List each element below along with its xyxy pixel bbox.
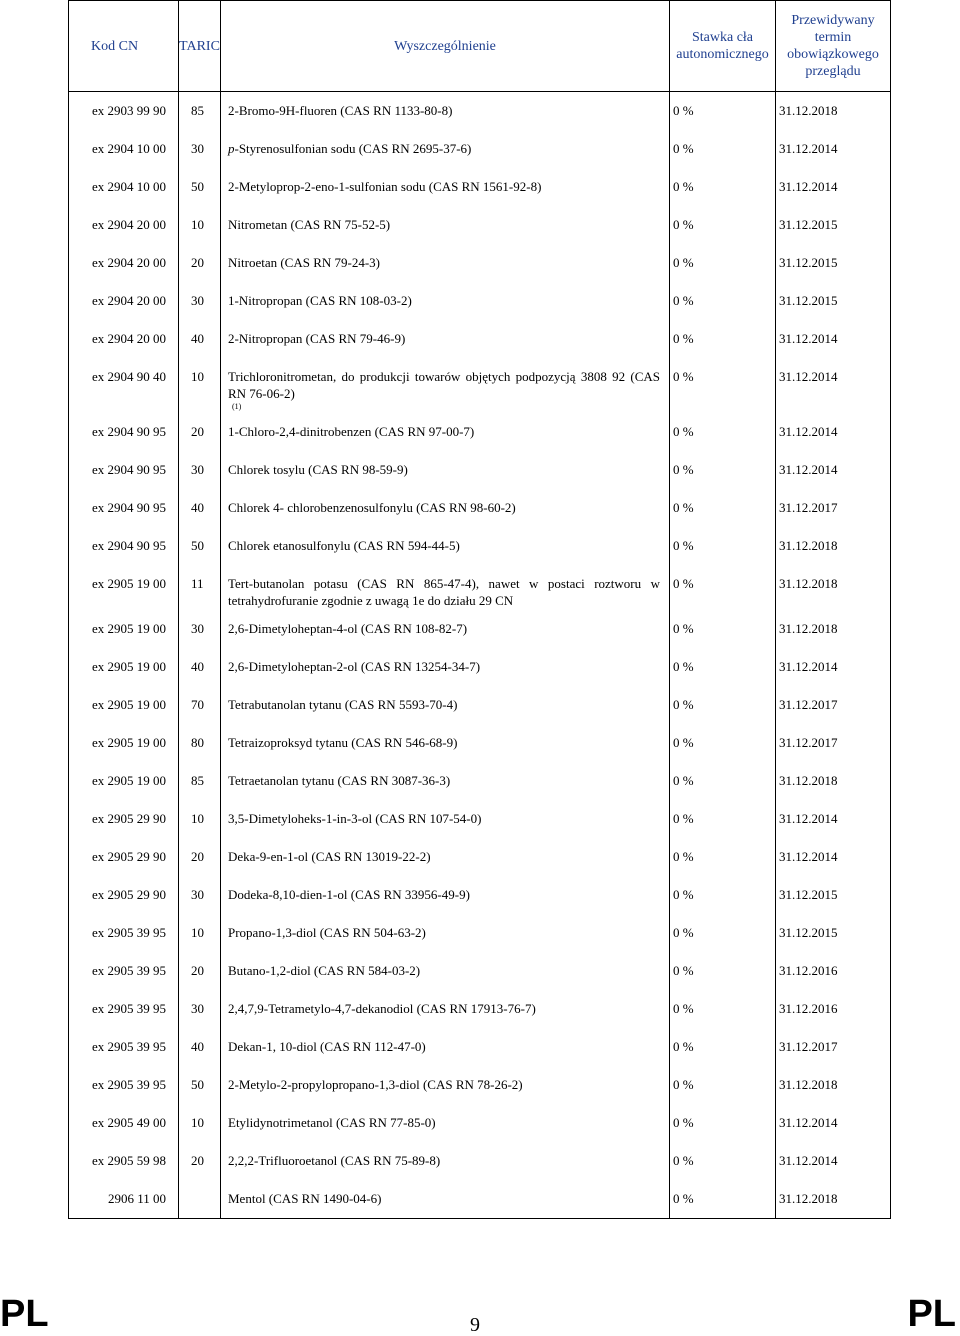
cell-kod-cn: ex 2905 39 95 <box>69 914 179 952</box>
cell-duty-rate: 0 % <box>670 1104 776 1142</box>
cell-review-date: 31.12.2018 <box>776 610 891 648</box>
table-row <box>69 952 891 990</box>
table-row <box>69 914 891 952</box>
description-text: Chlorek tosylu (CAS RN 98-59-9) <box>228 462 408 477</box>
cell-kod-cn: ex 2904 90 95 <box>69 527 179 565</box>
cell-taric: 30 <box>179 282 221 320</box>
cell-duty-rate: 0 % <box>670 451 776 489</box>
description-text: Propano-1,3-diol (CAS RN 504-63-2) <box>228 925 426 940</box>
cell-duty-rate: 0 % <box>670 686 776 724</box>
cell-taric: 20 <box>179 1142 221 1180</box>
cell-review-date: 31.12.2014 <box>776 451 891 489</box>
description-text: Tetraizoproksyd tytanu (CAS RN 546-68-9) <box>228 735 458 750</box>
table-row <box>69 489 891 527</box>
cell-review-date: 31.12.2017 <box>776 1028 891 1066</box>
header-kod-cn: Kod CN <box>69 1 179 92</box>
cell-duty-rate: 0 % <box>670 1142 776 1180</box>
cell-review-date: 31.12.2014 <box>776 413 891 451</box>
cell-kod-cn: ex 2905 19 00 <box>69 565 179 610</box>
cell-review-date: 31.12.2014 <box>776 838 891 876</box>
cell-kod-cn: ex 2904 20 00 <box>69 206 179 244</box>
cell-review-date: 31.12.2014 <box>776 320 891 358</box>
cell-taric: 10 <box>179 358 221 413</box>
cell-taric: 20 <box>179 244 221 282</box>
cell-review-date: 31.12.2016 <box>776 952 891 990</box>
cell-duty-rate: 0 % <box>670 990 776 1028</box>
cell-review-date: 31.12.2014 <box>776 130 891 168</box>
cell-duty-rate: 0 % <box>670 762 776 800</box>
table-row <box>69 92 891 131</box>
cell-taric: 20 <box>179 413 221 451</box>
cell-taric: 11 <box>179 565 221 610</box>
cell-description <box>221 724 670 762</box>
cell-kod-cn: ex 2904 20 00 <box>69 282 179 320</box>
table-body <box>69 92 891 1219</box>
cell-duty-rate: 0 % <box>670 489 776 527</box>
table-row <box>69 168 891 206</box>
cell-description <box>221 1180 670 1219</box>
page-number: 9 <box>470 1314 480 1336</box>
cell-description <box>221 206 670 244</box>
table-row <box>69 451 891 489</box>
cell-duty-rate: 0 % <box>670 130 776 168</box>
cell-duty-rate: 0 % <box>670 914 776 952</box>
description-text: 3,5-Dimetyloheks-1-in-3-ol (CAS RN 107-54-0) <box>228 811 482 826</box>
header-review-date: Przewidywany termin obowiązkowego przeglądu <box>776 1 891 92</box>
table-row <box>69 206 891 244</box>
cell-review-date: 31.12.2018 <box>776 527 891 565</box>
cell-taric: 30 <box>179 130 221 168</box>
table-row <box>69 648 891 686</box>
cell-description <box>221 610 670 648</box>
description-text: 1-Nitropropan (CAS RN 108-03-2) <box>228 293 412 308</box>
cell-description <box>221 451 670 489</box>
cell-review-date: 31.12.2018 <box>776 1180 891 1219</box>
table-row <box>69 1104 891 1142</box>
cell-kod-cn: ex 2905 19 00 <box>69 610 179 648</box>
description-text: 2,6-Dimetyloheptan-4-ol (CAS RN 108-82-7) <box>228 621 468 636</box>
cell-taric: 20 <box>179 952 221 990</box>
description-text: Mentol (CAS RN 1490-04-6) <box>228 1191 382 1206</box>
cell-kod-cn: ex 2905 39 95 <box>69 1066 179 1104</box>
table-row <box>69 527 891 565</box>
cell-duty-rate: 0 % <box>670 320 776 358</box>
cell-taric: 30 <box>179 451 221 489</box>
table-row <box>69 1028 891 1066</box>
table-row <box>69 1180 891 1219</box>
cell-kod-cn: ex 2904 10 00 <box>69 168 179 206</box>
footer-lang-right: PL <box>907 1293 956 1335</box>
description-prefix: p <box>228 141 235 156</box>
cell-duty-rate: 0 % <box>670 206 776 244</box>
cell-review-date: 31.12.2015 <box>776 876 891 914</box>
cell-review-date: 31.12.2015 <box>776 914 891 952</box>
cell-description <box>221 282 670 320</box>
description-text: 1-Chloro-2,4-dinitrobenzen (CAS RN 97-00-7) <box>228 424 475 439</box>
cell-taric: 30 <box>179 876 221 914</box>
description-text: Tetrabutanolan tytanu (CAS RN 5593-70-4) <box>228 697 458 712</box>
table-row <box>69 1142 891 1180</box>
description-text: 2-Metyloprop-2-eno-1-sulfonian sodu (CAS RN 1561-92-8) <box>228 179 542 194</box>
cell-taric: 40 <box>179 320 221 358</box>
cell-review-date: 31.12.2014 <box>776 168 891 206</box>
cell-duty-rate: 0 % <box>670 168 776 206</box>
cell-description <box>221 168 670 206</box>
cell-taric: 85 <box>179 762 221 800</box>
cell-review-date: 31.12.2017 <box>776 686 891 724</box>
cell-kod-cn: ex 2904 10 00 <box>69 130 179 168</box>
cell-description <box>221 489 670 527</box>
description-text: 2-Nitropropan (CAS RN 79-46-9) <box>228 331 406 346</box>
cell-description <box>221 1104 670 1142</box>
cell-taric: 10 <box>179 914 221 952</box>
cell-kod-cn: ex 2904 90 95 <box>69 451 179 489</box>
cell-taric <box>179 1180 221 1219</box>
cell-review-date: 31.12.2018 <box>776 565 891 610</box>
cell-taric: 40 <box>179 648 221 686</box>
description-text: Etylidynotrimetanol (CAS RN 77-85-0) <box>228 1115 436 1130</box>
cell-kod-cn: ex 2904 90 95 <box>69 489 179 527</box>
description-text: Nitrometan (CAS RN 75-52-5) <box>228 217 391 232</box>
cell-kod-cn: 2906 11 00 <box>69 1180 179 1219</box>
cell-review-date: 31.12.2015 <box>776 244 891 282</box>
cell-description <box>221 648 670 686</box>
cell-description <box>221 1066 670 1104</box>
cell-duty-rate: 0 % <box>670 1028 776 1066</box>
cell-duty-rate: 0 % <box>670 244 776 282</box>
footer-lang-left: PL <box>0 1293 49 1335</box>
cell-taric: 30 <box>179 990 221 1028</box>
cell-duty-rate: 0 % <box>670 838 776 876</box>
cell-review-date: 31.12.2017 <box>776 724 891 762</box>
cell-kod-cn: ex 2905 19 00 <box>69 648 179 686</box>
description-text: Trichloronitrometan, do produkcji towarów objętych podpozycją 3808 92 (CAS RN 76-06-2) <box>228 369 660 401</box>
cell-taric: 80 <box>179 724 221 762</box>
description-text: 2,2,2-Trifluoroetanol (CAS RN 75-89-8) <box>228 1153 441 1168</box>
cell-duty-rate: 0 % <box>670 1180 776 1219</box>
table-row <box>69 876 891 914</box>
cell-description <box>221 527 670 565</box>
cell-taric: 70 <box>179 686 221 724</box>
cell-taric: 10 <box>179 206 221 244</box>
description-text: Butano-1,2-diol (CAS RN 584-03-2) <box>228 963 421 978</box>
table-row <box>69 762 891 800</box>
table-row <box>69 800 891 838</box>
cell-duty-rate: 0 % <box>670 876 776 914</box>
cell-description <box>221 320 670 358</box>
cell-description <box>221 914 670 952</box>
cell-taric: 30 <box>179 610 221 648</box>
description-text: Deka-9-en-1-ol (CAS RN 13019-22-2) <box>228 849 431 864</box>
cell-kod-cn: ex 2905 39 95 <box>69 1028 179 1066</box>
cell-review-date: 31.12.2016 <box>776 990 891 1028</box>
cell-review-date: 31.12.2015 <box>776 282 891 320</box>
cell-description <box>221 952 670 990</box>
cell-duty-rate: 0 % <box>670 527 776 565</box>
cell-description <box>221 876 670 914</box>
description-text: 2,6-Dimetyloheptan-2-ol (CAS RN 13254-34-7) <box>228 659 481 674</box>
cell-description <box>221 800 670 838</box>
cell-description <box>221 686 670 724</box>
cell-kod-cn: ex 2904 90 95 <box>69 413 179 451</box>
cell-description <box>221 762 670 800</box>
table-row <box>69 990 891 1028</box>
cell-taric: 40 <box>179 1028 221 1066</box>
description-text: 2-Metylo-2-propylopropano-1,3-diol (CAS RN 78-26-2) <box>228 1077 523 1092</box>
header-description: Wyszczególnienie <box>221 1 670 92</box>
cell-review-date: 31.12.2015 <box>776 206 891 244</box>
cell-kod-cn: ex 2905 19 00 <box>69 686 179 724</box>
cell-description <box>221 413 670 451</box>
cell-description <box>221 1142 670 1180</box>
header-taric: TARIC <box>179 1 221 92</box>
table-row <box>69 1066 891 1104</box>
cell-taric: 50 <box>179 527 221 565</box>
cell-duty-rate: 0 % <box>670 358 776 413</box>
cell-duty-rate: 0 % <box>670 92 776 131</box>
table-row <box>69 610 891 648</box>
cell-kod-cn: ex 2905 29 90 <box>69 838 179 876</box>
cell-description <box>221 92 670 131</box>
cell-review-date: 31.12.2014 <box>776 1142 891 1180</box>
table-row <box>69 130 891 168</box>
description-text: Dekan-1, 10-diol (CAS RN 112-47-0) <box>228 1039 426 1054</box>
cell-kod-cn: ex 2904 20 00 <box>69 244 179 282</box>
cell-kod-cn: ex 2905 29 90 <box>69 800 179 838</box>
cell-taric: 20 <box>179 838 221 876</box>
cell-taric: 85 <box>179 92 221 131</box>
cell-review-date: 31.12.2018 <box>776 92 891 131</box>
cell-taric: 50 <box>179 1066 221 1104</box>
cell-duty-rate: 0 % <box>670 724 776 762</box>
cell-review-date: 31.12.2018 <box>776 762 891 800</box>
cell-description <box>221 838 670 876</box>
cell-description <box>221 990 670 1028</box>
cell-description <box>221 130 670 168</box>
cell-taric: 10 <box>179 800 221 838</box>
description-text: 2,4,7,9-Tetrametylo-4,7-dekanodiol (CAS RN 17913-76-7) <box>228 1001 536 1016</box>
table-row <box>69 413 891 451</box>
table-row <box>69 724 891 762</box>
cell-review-date: 31.12.2014 <box>776 648 891 686</box>
cell-kod-cn: ex 2905 19 00 <box>69 724 179 762</box>
footnote-reference: (1) <box>232 402 242 411</box>
cell-duty-rate: 0 % <box>670 413 776 451</box>
header-duty-rate: Stawka cła autonomicznego <box>670 1 776 92</box>
cell-review-date: 31.12.2014 <box>776 358 891 413</box>
cell-kod-cn: ex 2905 29 90 <box>69 876 179 914</box>
table-row <box>69 565 891 610</box>
description-text: Tert-butanolan potasu (CAS RN 865-47-4), nawet w postaci roztworu w tetrahydrofuranie zgodnie z uwagą 1e do działu 29 CN <box>228 576 660 608</box>
description-text: Tetraetanolan tytanu (CAS RN 3087-36-3) <box>228 773 451 788</box>
cell-kod-cn: ex 2904 90 40 <box>69 358 179 413</box>
cell-review-date: 31.12.2014 <box>776 1104 891 1142</box>
cell-duty-rate: 0 % <box>670 1066 776 1104</box>
cell-description <box>221 565 670 610</box>
cell-taric: 50 <box>179 168 221 206</box>
cell-kod-cn: ex 2905 49 00 <box>69 1104 179 1142</box>
cell-review-date: 31.12.2014 <box>776 800 891 838</box>
cell-kod-cn: ex 2905 39 95 <box>69 990 179 1028</box>
table-row <box>69 320 891 358</box>
cell-kod-cn: ex 2903 99 90 <box>69 92 179 131</box>
cell-kod-cn: ex 2904 20 00 <box>69 320 179 358</box>
table-row <box>69 282 891 320</box>
cell-kod-cn: ex 2905 39 95 <box>69 952 179 990</box>
cell-taric: 10 <box>179 1104 221 1142</box>
cell-kod-cn: ex 2905 59 98 <box>69 1142 179 1180</box>
cell-description <box>221 358 670 413</box>
tariff-table <box>68 0 891 1219</box>
cell-review-date: 31.12.2018 <box>776 1066 891 1104</box>
description-text: Chlorek etanosulfonylu (CAS RN 594-44-5) <box>228 538 460 553</box>
description-text: Nitroetan (CAS RN 79-24-3) <box>228 255 381 270</box>
cell-duty-rate: 0 % <box>670 800 776 838</box>
description-text: Chlorek 4- chlorobenzenosulfonylu (CAS RN 98-60-2) <box>228 500 516 515</box>
description-text: 2-Bromo-9H-fluoren (CAS RN 1133-80-8) <box>228 103 453 118</box>
description-text: -Styrenosulfonian sodu (CAS RN 2695-37-6) <box>234 141 472 156</box>
cell-duty-rate: 0 % <box>670 648 776 686</box>
cell-taric: 40 <box>179 489 221 527</box>
description-text: Dodeka-8,10-dien-1-ol (CAS RN 33956-49-9) <box>228 887 470 902</box>
cell-description <box>221 244 670 282</box>
table-header-row <box>69 1 891 92</box>
table-row <box>69 358 891 413</box>
table-row <box>69 244 891 282</box>
cell-duty-rate: 0 % <box>670 282 776 320</box>
cell-duty-rate: 0 % <box>670 565 776 610</box>
cell-duty-rate: 0 % <box>670 952 776 990</box>
table-row <box>69 838 891 876</box>
cell-review-date: 31.12.2017 <box>776 489 891 527</box>
cell-description <box>221 1028 670 1066</box>
cell-kod-cn: ex 2905 19 00 <box>69 762 179 800</box>
table-row <box>69 686 891 724</box>
cell-duty-rate: 0 % <box>670 610 776 648</box>
